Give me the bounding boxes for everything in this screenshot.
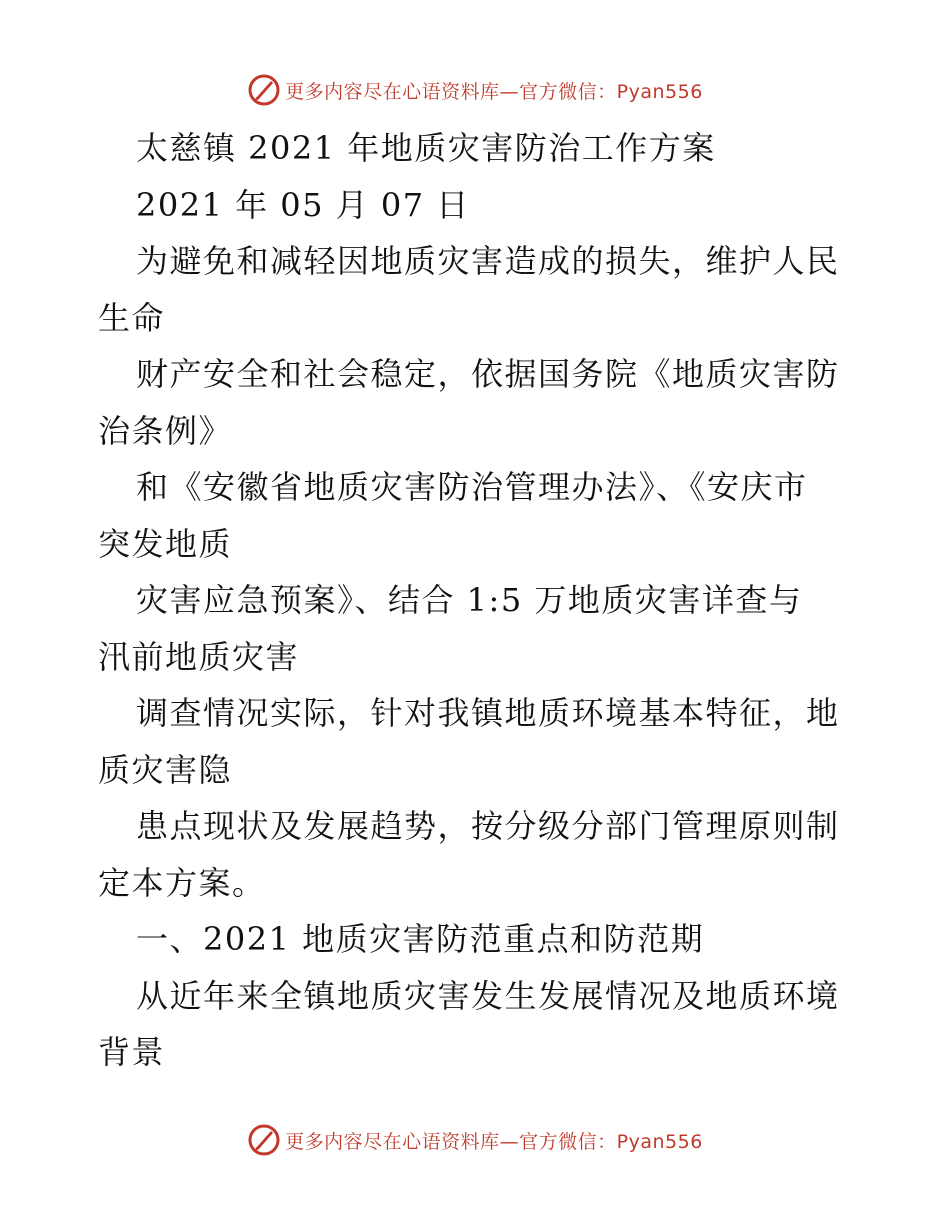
watermark-text: 更多内容尽在心语资料库—官方微信：Pyan556 [285, 80, 703, 103]
paragraph-line: 汛前地质灾害 [98, 637, 300, 676]
header-watermark-banner [0, 70, 950, 110]
paragraph-line: 财产安全和社会稳定，依据国务院《地质灾害防 [136, 355, 840, 393]
paragraph-line: 质灾害隐 [98, 750, 233, 789]
paragraph-line: 和《安徽省地质灾害防治管理办法》、《安庆市 [136, 468, 808, 506]
paragraph-line: 生命 [98, 298, 166, 337]
document-title: 太慈镇 2021 年地质灾害防治工作方案 [136, 129, 716, 167]
footer-watermark-banner [0, 1120, 950, 1160]
paragraph-line: 背景 [98, 1033, 166, 1071]
paragraph-line: 突发地质 [98, 524, 233, 563]
document-body [98, 120, 853, 1081]
document-date: 2021 年 05 月 07 日 [136, 185, 470, 224]
paragraph-line: 为避免和减轻因地质灾害造成的损失，维护人民 [136, 242, 840, 280]
watermark-text: 更多内容尽在心语资料库—官方微信：Pyan556 [285, 1130, 703, 1153]
quill-logo-icon [247, 1123, 281, 1157]
section-heading: 一、2021 地质灾害防范重点和防范期 [136, 920, 705, 958]
paragraph-line: 从近年来全镇地质灾害发生发展情况及地质环境 [136, 976, 840, 1015]
paragraph-line: 调查情况实际，针对我镇地质环境基本特征，地 [136, 694, 840, 732]
paragraph-line: 灾害应急预案》、结合 1:5 万地质灾害详查与 [136, 581, 803, 619]
paragraph-line: 治条例》 [98, 411, 233, 450]
paragraph-line: 患点现状及发展趋势，按分级分部门管理原则制 [136, 807, 840, 845]
quill-logo-icon [247, 73, 281, 107]
paragraph-line: 定本方案。 [98, 863, 266, 902]
